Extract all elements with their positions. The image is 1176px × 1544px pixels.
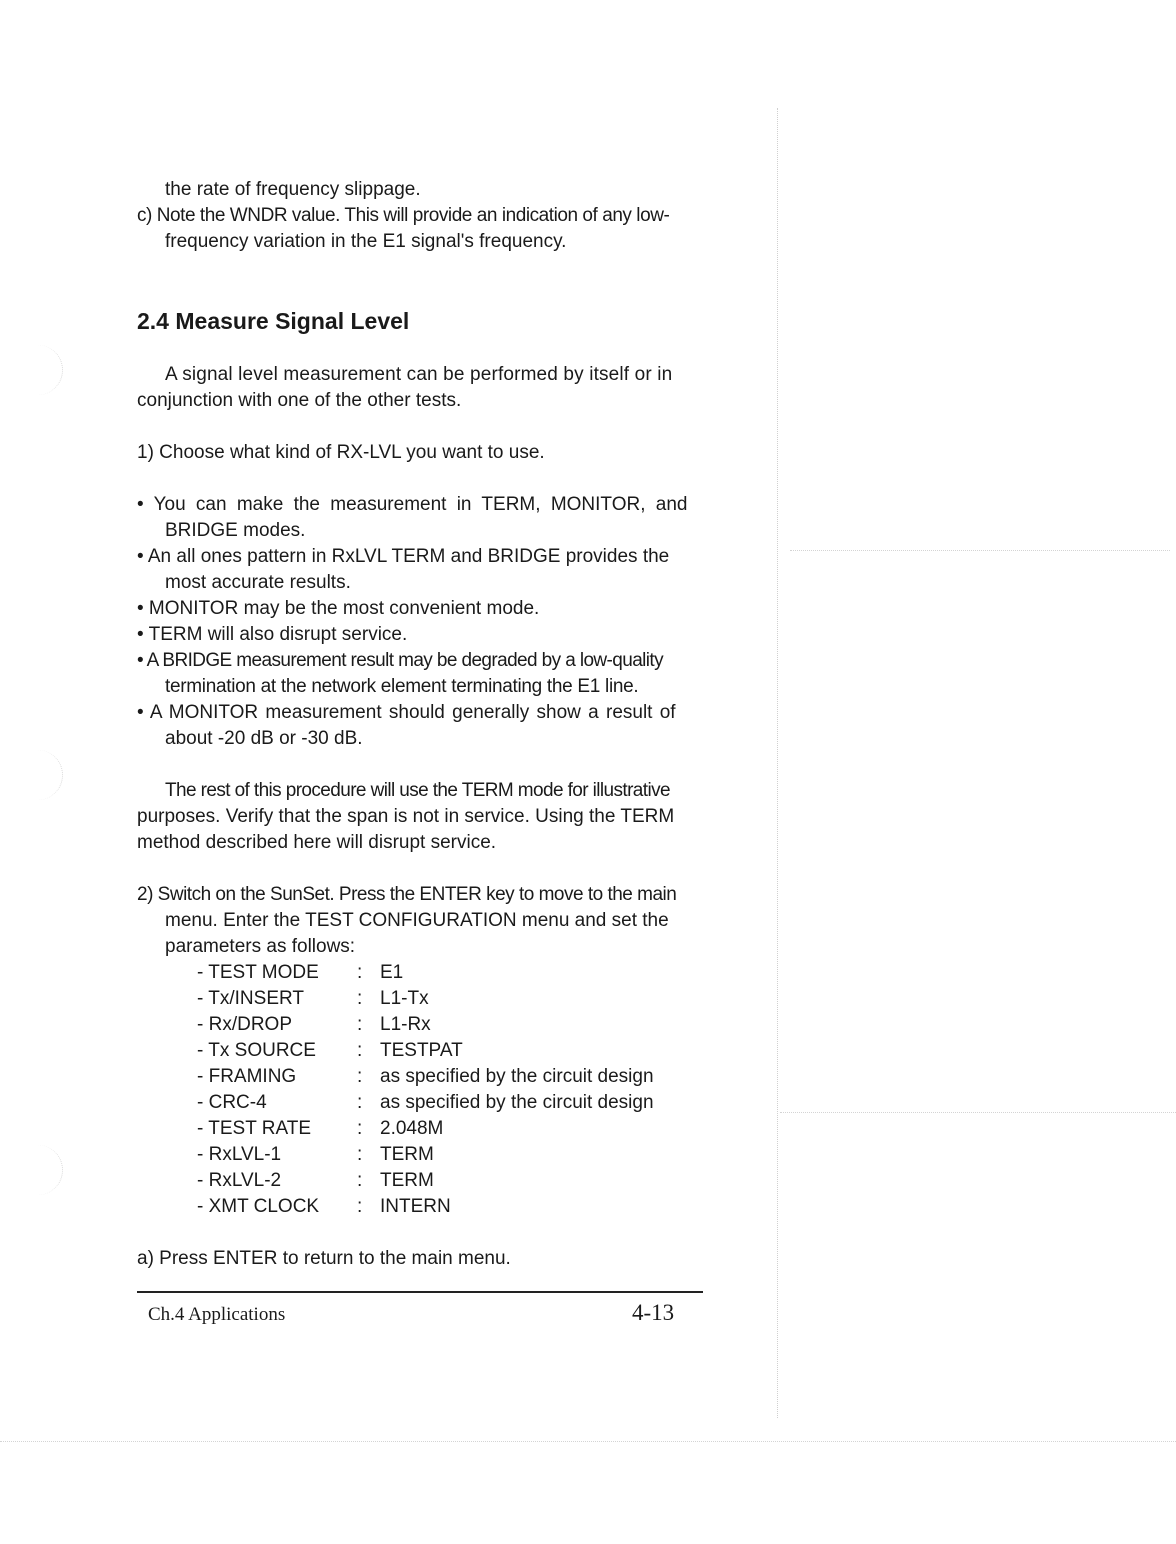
body-line: conjunction with one of the other tests. xyxy=(137,390,462,411)
parameter-value: as specified by the circuit design xyxy=(380,1066,654,1087)
parameter-name: - Tx/INSERT xyxy=(197,988,304,1009)
scan-artifact-line xyxy=(780,1112,1176,1113)
parameter-separator: : xyxy=(357,1040,363,1061)
section-heading: 2.4 Measure Signal Level xyxy=(137,308,410,334)
body-line: The rest of this procedure will use the TERM mode for illustrative xyxy=(165,780,670,801)
body-line: method described here will disrupt service. xyxy=(137,832,497,853)
parameter-name: - FRAMING xyxy=(197,1066,297,1087)
binder-hole-mark xyxy=(26,1145,63,1195)
bullet-item: • An all ones pattern in RxLVL TERM and BRIDGE provides the xyxy=(137,546,670,567)
body-line: purposes. Verify that the span is not in service. Using the TERM xyxy=(137,806,675,827)
footer-divider xyxy=(137,1291,703,1293)
bullet-item-continuation: BRIDGE modes. xyxy=(165,520,306,541)
parameter-separator: : xyxy=(357,1118,363,1139)
list-item: c) Note the WNDR value. This will provide an indication of any low- xyxy=(137,205,670,226)
bullet-item: • A BRIDGE measurement result may be degraded by a low-quality xyxy=(137,650,664,671)
body-line: the rate of frequency slippage. xyxy=(165,179,421,200)
parameter-name: - XMT CLOCK xyxy=(197,1196,320,1217)
bullet-item: • MONITOR may be the most convenient mode. xyxy=(137,598,540,619)
bullet-item-continuation: termination at the network element terminating the E1 line. xyxy=(165,676,639,697)
parameter-value: TERM xyxy=(380,1170,434,1191)
binder-hole-mark xyxy=(26,345,63,395)
scan-artifact-line xyxy=(0,1441,1176,1442)
parameter-separator: : xyxy=(357,1144,363,1165)
step-item-continuation: menu. Enter the TEST CONFIGURATION menu and set the xyxy=(165,910,669,931)
bullet-item: • TERM will also disrupt service. xyxy=(137,624,408,645)
parameter-separator: : xyxy=(357,1014,363,1035)
parameter-value: L1-Rx xyxy=(380,1014,431,1035)
body-line: frequency variation in the E1 signal's frequency. xyxy=(165,231,567,252)
step-item: a) Press ENTER to return to the main menu. xyxy=(137,1248,511,1269)
parameter-separator: : xyxy=(357,1066,363,1087)
binder-hole-mark xyxy=(26,750,63,800)
parameter-value: L1-Tx xyxy=(380,988,429,1009)
parameter-separator: : xyxy=(357,1196,363,1217)
footer-chapter: Ch.4 Applications xyxy=(148,1304,286,1325)
parameter-value: TESTPAT xyxy=(380,1040,463,1061)
parameter-name: - RxLVL-1 xyxy=(197,1144,282,1165)
scan-margin-line xyxy=(777,108,778,1418)
bullet-item: • A MONITOR measurement should generally show a result of xyxy=(137,702,676,723)
parameter-separator: : xyxy=(357,988,363,1009)
parameter-value: 2.048M xyxy=(380,1118,444,1139)
step-item: 2) Switch on the SunSet. Press the ENTER key to move to the main xyxy=(137,884,677,905)
step-item-continuation: parameters as follows: xyxy=(165,936,356,957)
parameter-value: TERM xyxy=(380,1144,434,1165)
page-number: 4-13 xyxy=(632,1300,675,1325)
body-line: A signal level measurement can be performed by itself or in xyxy=(165,364,673,385)
parameter-value: E1 xyxy=(380,962,404,983)
parameter-name: - CRC-4 xyxy=(197,1092,267,1113)
parameter-value: INTERN xyxy=(380,1196,451,1217)
parameter-name: - Tx SOURCE xyxy=(197,1040,316,1061)
bullet-item: • You can make the measurement in TERM, MONITOR, and xyxy=(137,494,688,515)
parameter-name: - Rx/DROP xyxy=(197,1014,292,1035)
bullet-item-continuation: about -20 dB or -30 dB. xyxy=(165,728,363,749)
scan-artifact-line xyxy=(790,550,1170,551)
parameter-name: - TEST RATE xyxy=(197,1118,312,1139)
parameter-value: as specified by the circuit design xyxy=(380,1092,654,1113)
bullet-item-continuation: most accurate results. xyxy=(165,572,351,593)
parameter-name: - TEST MODE xyxy=(197,962,319,983)
step-item: 1) Choose what kind of RX-LVL you want to use. xyxy=(137,442,545,463)
parameter-name: - RxLVL-2 xyxy=(197,1170,282,1191)
parameter-separator: : xyxy=(357,1170,363,1191)
parameter-separator: : xyxy=(357,962,363,983)
parameter-separator: : xyxy=(357,1092,363,1113)
